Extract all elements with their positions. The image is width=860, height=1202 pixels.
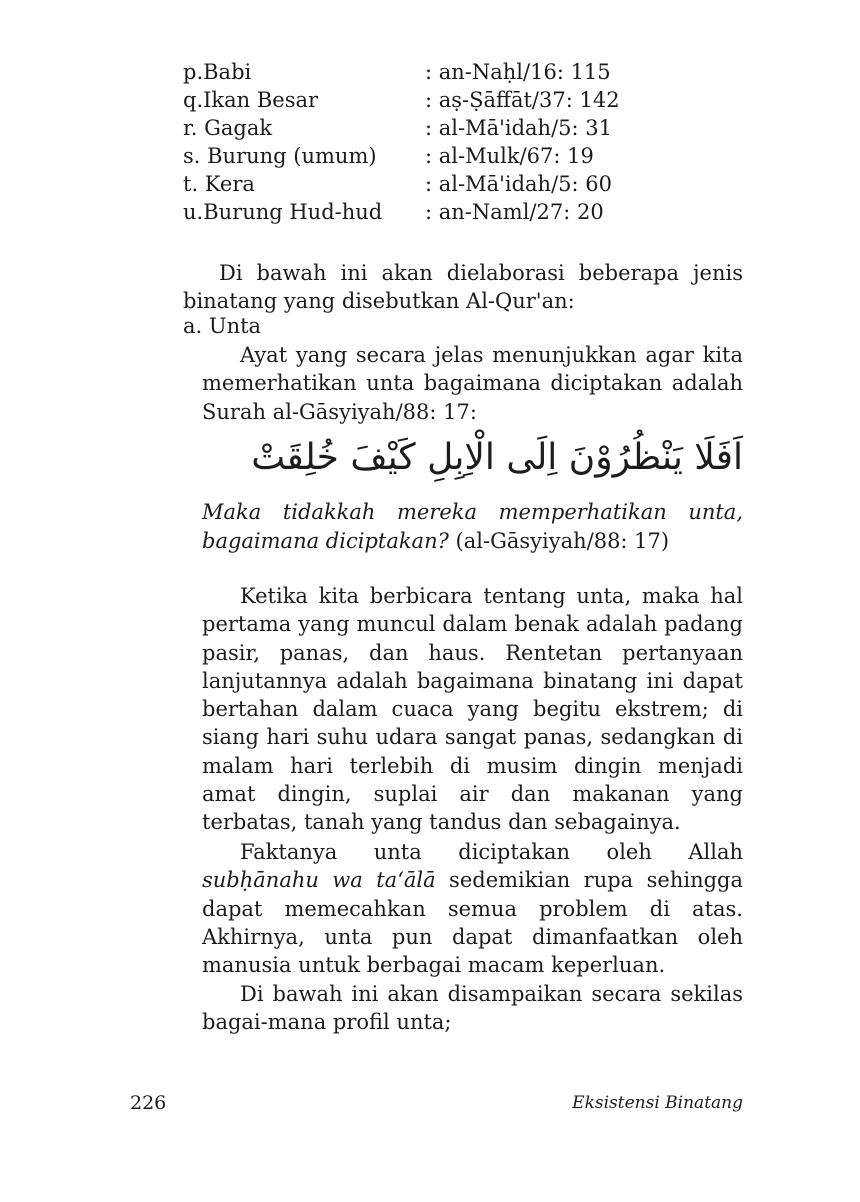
- list-item: [183, 114, 743, 142]
- animal-name: u.Burung Hud-hud: [183, 200, 383, 224]
- ayat-intro-paragraph: Ayat yang secara jelas menunjukkan agar kita memerhatikan unta bagaimana diciptakan adalah Surah al-Gāsyiyah/88: 17:: [202, 343, 743, 424]
- translation-citation: (al-Gāsyiyah/88: 17): [448, 528, 670, 553]
- paragraph-2-end: sedemikian rupa sehingga dapat memecahkan semua problem di atas. Akhirnya, unta pun dapat dimanfaatkan oleh manusia untuk berbagai macam keperluan.: [202, 868, 743, 978]
- page-number: 226: [130, 1092, 167, 1114]
- surah-reference: : an-Naml/27: 20: [425, 200, 604, 224]
- verse-translation: [202, 498, 743, 555]
- surah-reference: : al-Mā'idah/5: 60: [425, 172, 612, 196]
- list-item: [183, 86, 743, 114]
- animal-name: t. Kera: [183, 172, 255, 196]
- animal-reference-list: [183, 58, 743, 226]
- animal-name: p.Babi: [183, 60, 252, 84]
- animal-name: q.Ikan Besar: [183, 88, 319, 112]
- paragraph-2-honorific: subḥānahu wa ta‘ālā: [202, 868, 436, 893]
- surah-reference: : an-Naḥl/16: 115: [425, 60, 611, 84]
- list-item: [183, 198, 743, 226]
- list-item: [183, 170, 743, 198]
- surah-reference: : al-Mā'idah/5: 31: [425, 116, 612, 140]
- section-heading: a. Unta: [183, 314, 262, 338]
- running-title: Eksistensi Binatang: [572, 1093, 743, 1113]
- body-paragraph-1: Ketika kita berbicara tentang unta, maka hal pertama yang muncul dalam benak adalah padang pasir, panas, dan haus. Rentetan pertanyaan lanjutannya adalah bagaimana binatang ini dapat bertahan dalam cuaca yang begitu ekstrem; di siang hari suhu udara sangat panas, sedangkan di malam hari terlebih di musim dingin menjadi amat dingin, suplai air dan makanan yang terbatas, tanah yang tandus dan sebagainya.: [202, 584, 743, 835]
- animal-name: r. Gagak: [183, 116, 273, 140]
- list-item: [183, 58, 743, 86]
- arabic-verse: اَفَلَا يَنْظُرُوْنَ اِلَى الْاِبِلِ كَيْفَ خُلِقَتْ: [251, 437, 743, 478]
- paragraph-2-start: Faktanya unta diciptakan oleh Allah: [240, 840, 743, 864]
- intro-paragraph: Di bawah ini akan dielaborasi beberapa jenis binatang yang disebutkan Al-Qur'an:: [183, 261, 743, 314]
- body-paragraph-2: [202, 838, 743, 979]
- body-paragraph-3: Di bawah ini akan disampaikan secara sekilas bagai-mana profil unta;: [202, 982, 743, 1035]
- surah-reference: : aṣ-Ṣāffāt/37: 142: [425, 88, 620, 112]
- list-item: [183, 142, 743, 170]
- surah-reference: : al-Mulk/67: 19: [425, 144, 594, 168]
- translation-text: Maka tidakkah mereka memperhatikan unta, bagaimana diciptakan?: [202, 500, 743, 553]
- animal-name: s. Burung (umum): [183, 144, 377, 168]
